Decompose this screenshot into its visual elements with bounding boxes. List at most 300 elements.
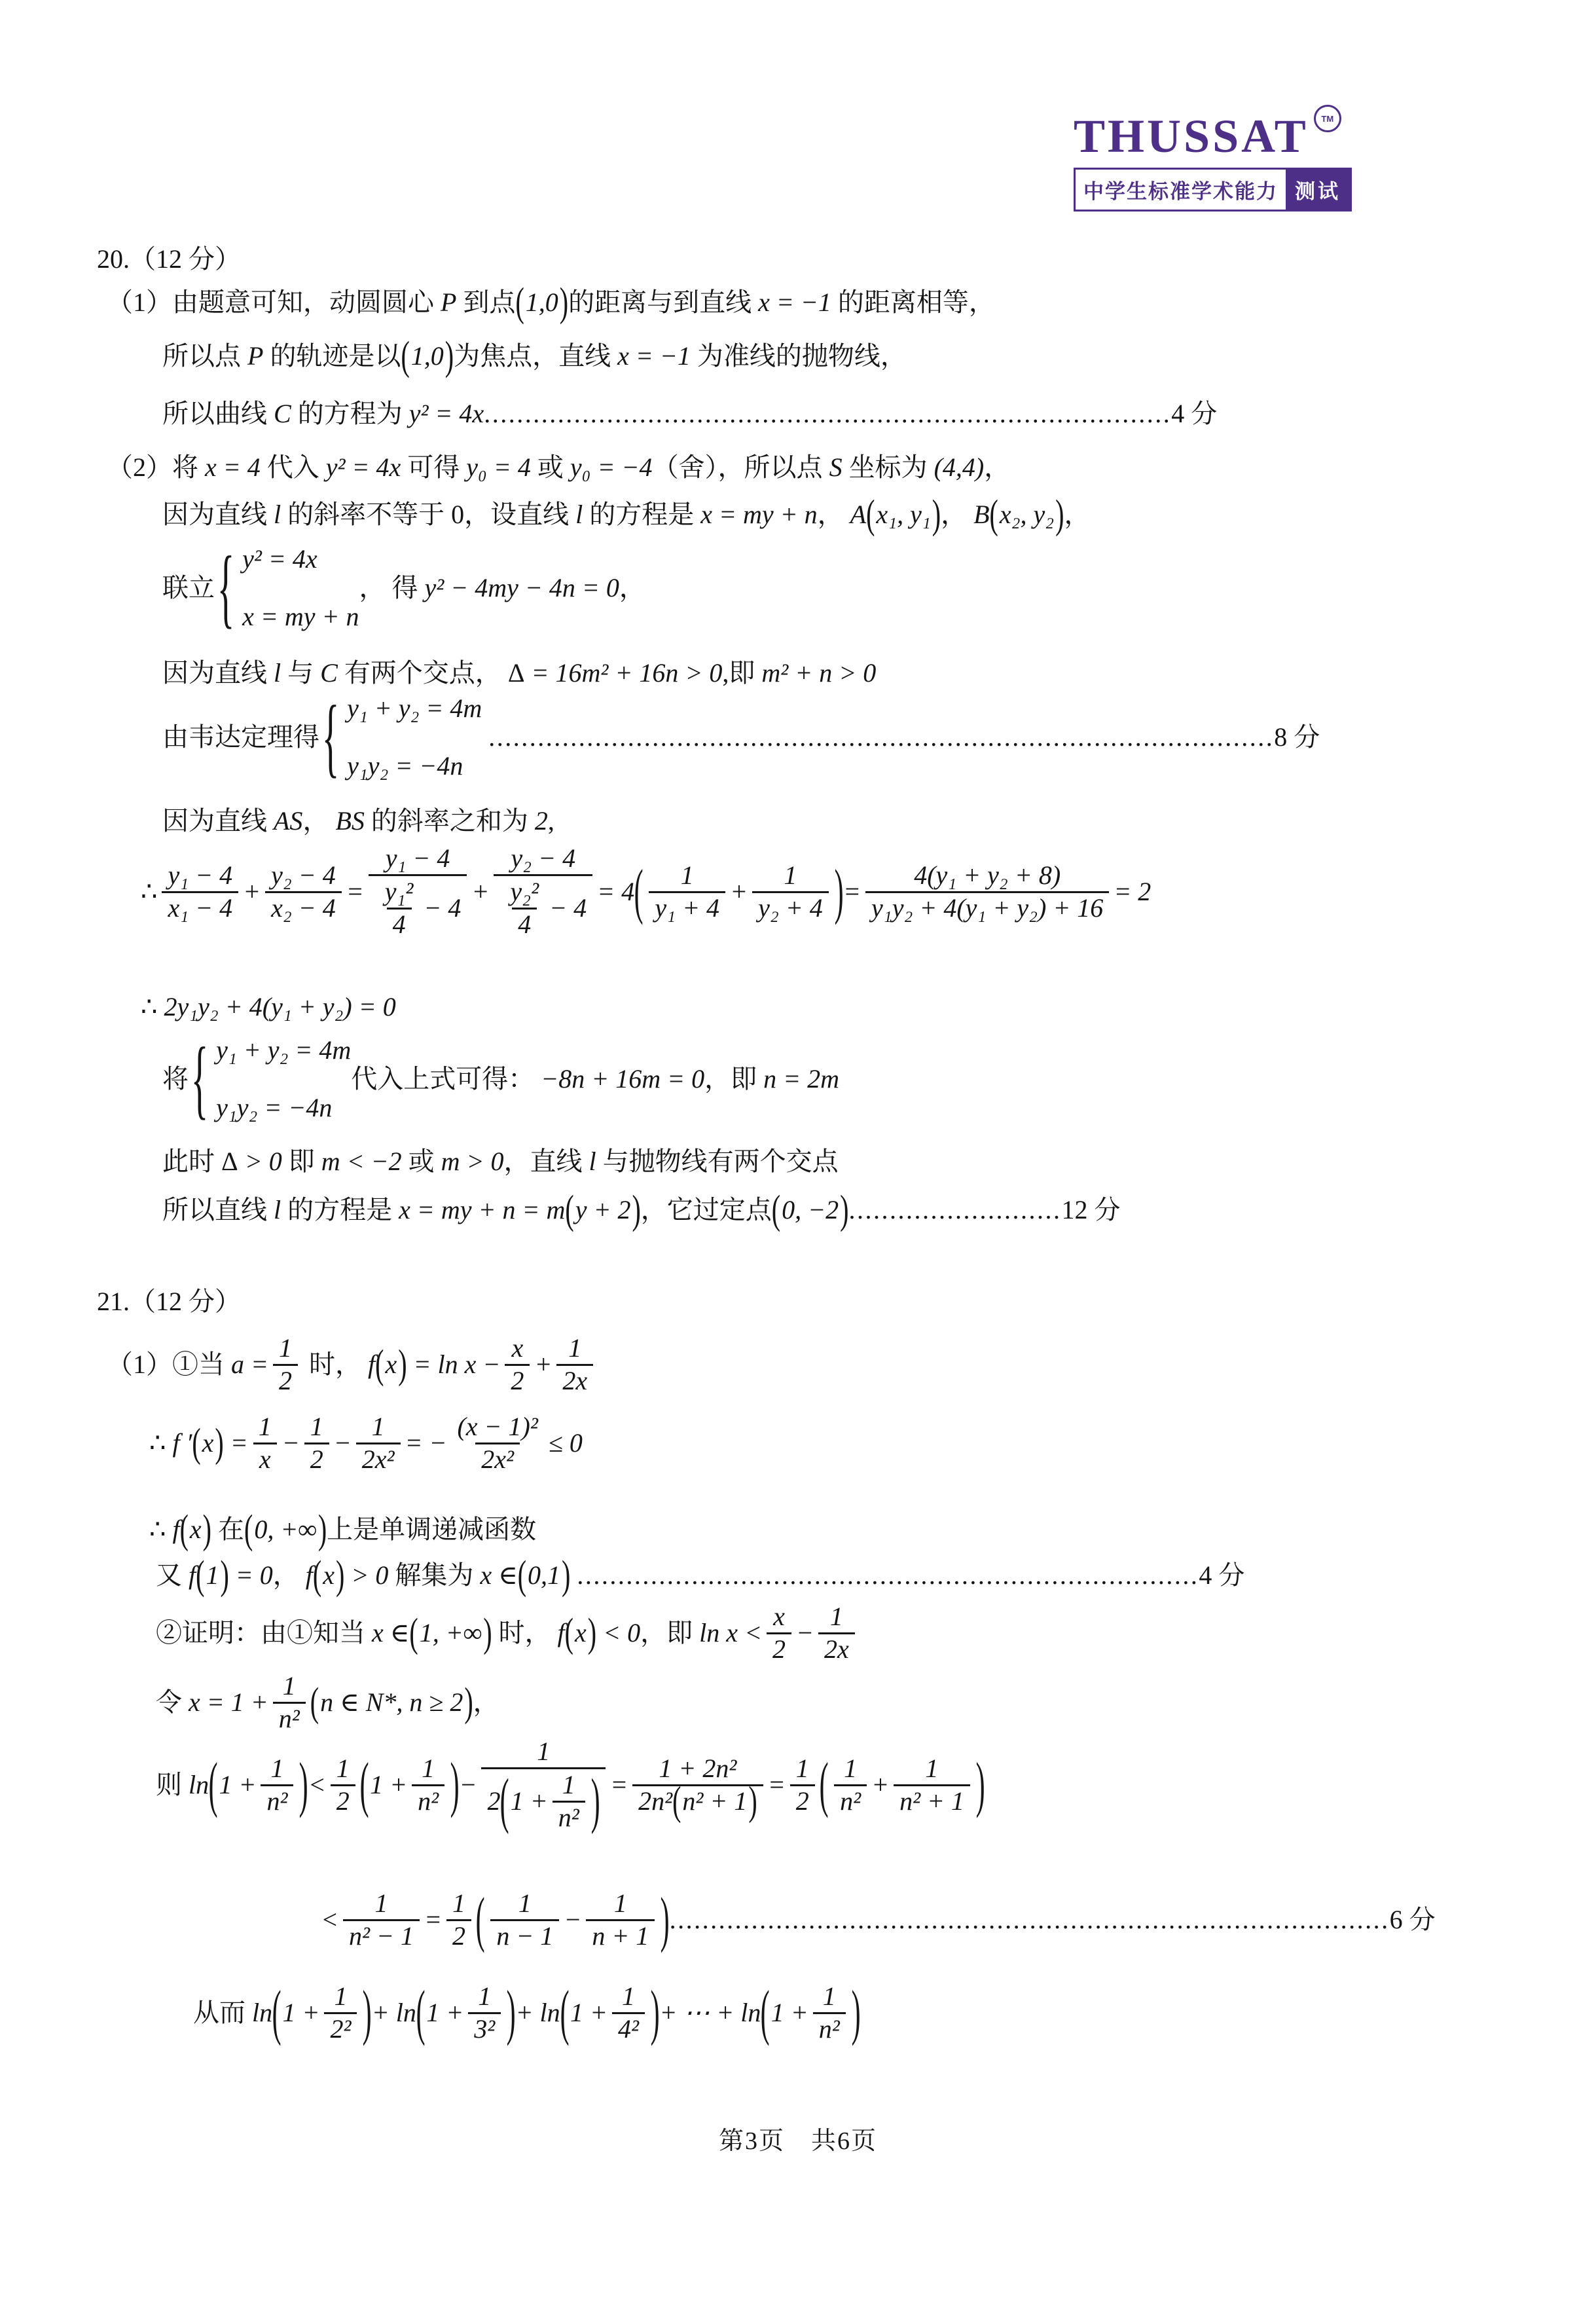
math-run: x = my + n = m — [399, 1195, 566, 1224]
math-run: = − — [405, 1428, 447, 1458]
text-run: 代入 — [260, 452, 326, 482]
text-run: 即 — [281, 1147, 321, 1176]
math-run: 1 — [422, 1753, 435, 1783]
text-run: 所以直线 — [162, 1195, 274, 1224]
math-run: = — [843, 877, 861, 907]
math-run: 2 — [310, 1444, 323, 1474]
math-run: f — [557, 1618, 565, 1648]
right-paren-icon: ) — [660, 1884, 670, 1954]
math-run: 1 — [568, 1333, 582, 1363]
math-run: m < −2 — [321, 1147, 402, 1176]
math-run: ln x < — [699, 1618, 762, 1648]
fraction — [379, 877, 420, 940]
math-run: x — [323, 1560, 335, 1590]
math-run: y₁ + y₂ = 4m — [347, 693, 482, 723]
paren-group — [192, 1420, 224, 1466]
thussat-logo — [1074, 110, 1352, 211]
text-run: ， — [817, 500, 850, 529]
text-run: ， — [473, 1687, 499, 1718]
math-run: B — [973, 500, 990, 529]
math-run: f — [172, 1515, 180, 1544]
numerator — [162, 860, 238, 891]
paren-content — [524, 285, 560, 320]
math-run: = — [767, 1770, 786, 1800]
text-run: 时， — [492, 1618, 558, 1648]
paren-content — [643, 860, 834, 924]
right-paren-icon: ) — [748, 1777, 757, 1824]
left-paren-icon: ( — [310, 1679, 319, 1725]
paren-group — [761, 1977, 861, 2047]
left-paren-icon: ( — [989, 491, 998, 538]
fraction — [490, 1888, 559, 1952]
math-run: − 4 — [424, 892, 462, 923]
paren-group — [375, 1341, 407, 1387]
right-paren-icon: ) — [317, 1506, 327, 1553]
q20-line-slopes — [162, 804, 554, 838]
numerator — [513, 1888, 537, 1919]
numerator — [675, 860, 700, 891]
denominator — [304, 1443, 329, 1475]
right-paren-icon: ) — [450, 1750, 460, 1819]
text-run: 4 分 — [1199, 1560, 1245, 1590]
math-run: 1 — [478, 1981, 492, 2011]
left-paren-icon: ( — [517, 1552, 527, 1598]
paren-group — [359, 1750, 460, 1819]
math-run: 1 — [371, 1412, 385, 1441]
right-paren-icon: ) — [464, 1679, 473, 1725]
q21-line-derivative — [149, 1412, 583, 1475]
text-run: 代入上式可得： — [351, 1064, 541, 1093]
denominator — [556, 1364, 593, 1397]
math-run: 1 — [844, 1753, 858, 1783]
paren-group — [634, 856, 844, 926]
denominator — [813, 2012, 846, 2045]
fraction — [632, 1753, 763, 1824]
numerator — [531, 1737, 556, 1767]
paren-content — [681, 1787, 748, 1816]
math-run: 2 — [511, 1365, 524, 1395]
math-run: x — [773, 1602, 785, 1631]
paren-content — [770, 1981, 852, 2045]
fraction — [324, 1981, 357, 2045]
right-paren-icon: ) — [851, 1977, 861, 2047]
numerator — [562, 1333, 587, 1364]
math-run: − 4 — [549, 892, 587, 923]
paren-content — [569, 1981, 651, 2045]
text-run: 此时 — [162, 1147, 221, 1176]
math-run: + ln — [371, 1998, 416, 2028]
left-paren-icon: ( — [179, 1506, 189, 1553]
math-run: x = my + n — [242, 602, 359, 631]
dot-leader: .................................................................................... — [484, 399, 1172, 428]
numerator — [369, 1888, 393, 1919]
math-run: 1 — [537, 1737, 551, 1766]
math-run: l — [274, 658, 281, 688]
text-run: 的方程是 — [281, 1195, 399, 1224]
denominator — [494, 874, 592, 941]
q21-line-m1 — [107, 1333, 598, 1397]
math-run: 1 — [270, 1753, 284, 1783]
text-run: （2）将 — [107, 452, 205, 482]
text-run: 坐标为 — [842, 452, 934, 482]
paren-content — [384, 1348, 398, 1382]
denominator — [387, 908, 412, 940]
math-run: < — [308, 1770, 326, 1800]
math-run: = 16m² + 16n > 0 — [524, 658, 723, 688]
right-paren-icon: ) — [562, 1552, 571, 1598]
paren-group — [866, 491, 941, 538]
q20-line-bigeq — [141, 843, 1151, 940]
fraction — [556, 1333, 593, 1397]
right-paren-icon: ) — [336, 1552, 345, 1598]
text-run: ， — [984, 452, 1011, 482]
math-run: x — [511, 1333, 524, 1363]
q20-line-b1 — [107, 450, 1010, 485]
denominator — [586, 1919, 655, 1952]
text-run: ， — [272, 1560, 306, 1590]
math-run: = 0 — [228, 1560, 273, 1590]
left-paren-icon: ( — [672, 1777, 681, 1824]
math-run: 1 — [282, 1671, 296, 1700]
math-run: 1 + — [570, 1998, 608, 2028]
text-run: ，即 — [640, 1618, 700, 1648]
math-run: = — [424, 1905, 442, 1935]
right-paren-icon: ) — [398, 1341, 407, 1387]
denominator — [632, 1777, 763, 1824]
logo-banner — [1074, 168, 1352, 211]
text-run: Δ — [507, 658, 525, 688]
math-run: y₁² — [384, 876, 414, 906]
math-run: 1 + — [510, 1786, 548, 1816]
math-run: n² — [418, 1786, 439, 1816]
fraction — [813, 1981, 846, 2045]
math-run: n² + 1 — [899, 1786, 965, 1816]
fraction — [331, 1754, 355, 1817]
left-paren-icon: ( — [475, 1884, 485, 1954]
logo-brand-row — [1074, 110, 1352, 162]
math-run: ln — [189, 1770, 209, 1800]
left-paren-icon: ( — [272, 1977, 281, 2047]
denominator — [324, 2012, 357, 2045]
right-paren-icon: ) — [506, 1977, 516, 2047]
paren-group — [672, 1777, 757, 1824]
math-run: 1 — [795, 1753, 809, 1783]
fraction — [481, 1737, 606, 1833]
math-run: 2 — [279, 1365, 292, 1395]
q21-line-monotone — [149, 1506, 537, 1553]
math-run: = — [223, 1428, 248, 1458]
numerator — [838, 1754, 863, 1784]
text-run: Δ — [221, 1147, 238, 1176]
text-run: 所以点 — [162, 341, 247, 371]
numerator — [328, 1981, 353, 2012]
paren-group — [272, 1977, 372, 2047]
math-run: 1 + — [219, 1770, 257, 1800]
denominator — [468, 2012, 501, 2045]
math-run: n² — [840, 1786, 861, 1816]
math-run: y₁ + 4 — [655, 892, 720, 923]
math-run: AS — [274, 806, 303, 836]
q20-line-substitute — [162, 1029, 840, 1128]
denominator — [752, 891, 829, 924]
text-run: 或 — [401, 1147, 441, 1176]
text-run: 时， — [302, 1350, 368, 1380]
fraction — [834, 1754, 867, 1817]
numerator — [506, 1333, 530, 1364]
right-paren-icon: ) — [587, 1609, 597, 1656]
text-run: ∴ — [149, 1428, 173, 1458]
text-run: 的方程是 — [583, 500, 701, 529]
text-run: ， — [1064, 500, 1091, 529]
paren-content — [574, 1193, 632, 1227]
math-run: C — [320, 658, 338, 688]
numerator — [504, 877, 545, 908]
text-run: ∴ — [141, 877, 158, 907]
fraction — [162, 860, 238, 924]
text-run: 可得 — [401, 452, 467, 482]
numerator — [817, 1981, 842, 2012]
left-paren-icon: ( — [196, 1552, 205, 1598]
text-run: 12 分 — [1061, 1195, 1121, 1224]
math-run: 1 + — [370, 1770, 408, 1800]
math-run: 2x² — [361, 1444, 395, 1474]
text-run: 由韦达定理得 — [162, 722, 319, 752]
right-paren-icon: ) — [632, 1186, 641, 1233]
denominator — [649, 891, 725, 924]
q20-line-a1 — [107, 279, 995, 325]
paren-group — [771, 1186, 849, 1233]
math-run: 1 — [621, 1981, 635, 2011]
math-run: 1 — [562, 1769, 575, 1799]
numerator — [653, 1754, 742, 1784]
math-run: m² + n > 0 — [761, 658, 877, 688]
math-run: n − 1 — [496, 1920, 554, 1951]
math-run: x₂, y₂ — [999, 500, 1055, 529]
math-run: x₁, y₁ — [876, 500, 931, 529]
left-paren-icon: ( — [192, 1420, 201, 1466]
denominator — [865, 891, 1109, 924]
text-run: （1）由题意可知，动圆圆心 — [107, 287, 441, 317]
math-run: (4,4) — [934, 452, 985, 482]
system-rows — [216, 1033, 351, 1125]
logo-subtitle: 中学生标准学术能力 — [1076, 170, 1286, 210]
numerator — [472, 1981, 497, 2012]
math-run: = — [346, 877, 364, 907]
text-run: ,即 — [722, 658, 762, 688]
paren-content — [526, 1558, 562, 1592]
fraction — [612, 1981, 645, 2045]
math-run: 1 — [613, 1888, 627, 1918]
math-run: + ⋯ + ln — [659, 1998, 761, 2028]
fraction — [468, 1981, 501, 2045]
math-run: 0,1 — [528, 1560, 561, 1590]
text-run: 在 — [211, 1515, 244, 1544]
numerator — [265, 860, 342, 891]
paren-content — [201, 1426, 215, 1460]
right-paren-icon: ) — [220, 1552, 229, 1598]
text-run: ， — [302, 806, 336, 836]
math-run: y₀ = 4 — [466, 452, 531, 482]
system-row — [347, 749, 463, 783]
math-run: 4(y₁ + y₂ + 8) — [914, 860, 1061, 890]
fraction — [369, 843, 467, 940]
denominator — [790, 1784, 815, 1817]
numerator — [616, 1981, 641, 2012]
page-number: 第3页 共6页 — [718, 2127, 877, 2155]
numerator — [273, 1333, 298, 1364]
q20-line-vieta — [162, 687, 1320, 786]
q20-line-b2 — [162, 491, 1091, 538]
paren-group — [179, 1506, 211, 1553]
text-run: 与 — [281, 658, 321, 688]
numerator — [277, 1671, 302, 1702]
math-run: y₁y₂ + 4(y₁ + y₂) + 16 — [871, 892, 1104, 923]
system-rows — [242, 542, 359, 634]
left-paren-icon: ( — [819, 1750, 829, 1819]
text-run: 则 — [156, 1770, 189, 1800]
math-run: A — [850, 500, 867, 529]
paren-content — [253, 1513, 318, 1547]
paren-content — [204, 1558, 220, 1592]
math-run: f ′ — [172, 1428, 192, 1458]
trademark-icon: TM — [1314, 105, 1341, 132]
fraction — [649, 860, 725, 924]
numerator — [790, 1754, 815, 1784]
math-run: 1 + — [282, 1998, 320, 2028]
dot-leader: .......................... — [848, 1195, 1062, 1224]
right-paren-icon: ) — [834, 856, 844, 926]
denominator — [612, 2012, 645, 2045]
numerator — [380, 843, 456, 874]
text-run: 8 分 — [1274, 722, 1320, 752]
math-run: 1 — [336, 1753, 350, 1783]
right-paren-icon: ) — [559, 279, 569, 325]
numerator — [304, 1412, 329, 1443]
q21-header: 21.（12 分） — [97, 1287, 241, 1316]
paren-content — [998, 498, 1055, 532]
text-run: 联立 — [162, 573, 215, 602]
paren-content — [573, 1616, 588, 1650]
math-run: y² = 4x — [408, 399, 484, 428]
text-run: 的斜率不等于 0，设直线 — [281, 500, 576, 529]
fraction — [553, 1770, 585, 1833]
q20-line-system — [162, 538, 645, 637]
math-run: n² — [558, 1802, 579, 1832]
paren-group — [565, 1186, 641, 1233]
denominator — [253, 1443, 277, 1475]
denominator — [265, 891, 342, 924]
right-paren-icon: ) — [932, 491, 941, 538]
math-run: a = — [231, 1350, 268, 1380]
math-run: n + 1 — [592, 1920, 649, 1951]
math-run: x = 4 — [205, 452, 261, 482]
q21-line-telescoping — [321, 1884, 1436, 1954]
math-run: x — [202, 1428, 214, 1458]
text-run: 又 — [156, 1560, 189, 1590]
math-run: n ∈ N*, n ≥ 2 — [320, 1687, 463, 1718]
left-paren-icon: ( — [560, 1977, 570, 2047]
math-run: 1 — [279, 1333, 292, 1363]
text-run: 的方程为 — [291, 399, 409, 428]
math-run: 1,0 — [525, 287, 558, 317]
denominator — [331, 1784, 355, 1817]
math-run: x ∈ — [480, 1560, 518, 1590]
math-run: 2x — [562, 1365, 588, 1395]
math-run: 1 — [784, 860, 797, 890]
left-brace-icon: { — [321, 687, 340, 786]
math-run: + — [471, 877, 490, 907]
math-run: P — [247, 341, 264, 371]
math-run: f — [189, 1560, 196, 1590]
math-run: y² = 4x — [325, 452, 401, 482]
numerator — [505, 843, 581, 874]
math-run: x — [575, 1618, 587, 1648]
fraction — [304, 1412, 329, 1475]
math-run: x = my + n — [700, 500, 818, 529]
denominator — [412, 1784, 444, 1817]
paren-content — [369, 1754, 450, 1817]
paren-content — [319, 1685, 464, 1719]
paren-group — [208, 1750, 309, 1819]
denominator — [767, 1632, 791, 1665]
math-run: y₁ + y₂ = 4m — [216, 1035, 352, 1065]
system-row — [216, 1091, 332, 1125]
text-run: 4 分 — [1171, 399, 1218, 428]
paren-group — [244, 1506, 327, 1553]
system-row — [216, 1033, 351, 1067]
paren-content — [484, 1888, 661, 1952]
math-run: < 0 — [596, 1618, 641, 1648]
paren-group — [475, 1884, 670, 1954]
denominator — [834, 1784, 867, 1817]
paren-group — [416, 1977, 516, 2047]
math-run: n² − 1 — [349, 1920, 414, 1951]
math-run: l — [274, 500, 281, 529]
left-paren-icon: ( — [244, 1506, 253, 1553]
math-run: + — [871, 1770, 890, 1800]
text-run: 上是单调递减函数 — [327, 1515, 537, 1544]
denominator — [894, 1784, 970, 1817]
text-run: （1）①当 — [107, 1350, 231, 1380]
text-run: 为准线的抛物线， — [690, 341, 907, 371]
math-run: 1 — [452, 1888, 465, 1918]
right-paren-icon: ) — [483, 1609, 492, 1656]
math-run: 1 + — [771, 1998, 808, 2028]
math-run: − — [459, 1770, 477, 1800]
math-run: − — [281, 1428, 300, 1458]
paren-group — [409, 1609, 492, 1656]
fraction — [767, 1602, 791, 1665]
math-run: − — [795, 1618, 814, 1648]
math-run: 2² — [330, 2013, 352, 2044]
numerator — [379, 877, 420, 908]
dot-leader: ............................................................................ — [577, 1560, 1199, 1590]
math-run: ≤ 0 — [548, 1428, 583, 1458]
fraction — [790, 1754, 815, 1817]
text-run: 因为直线 — [162, 500, 274, 529]
denominator — [369, 874, 467, 941]
q20-line-a2 — [162, 333, 907, 379]
math-run: > 0 — [344, 1560, 389, 1590]
denominator — [553, 1801, 585, 1833]
dot-leader: ................................................................................................ — [488, 722, 1275, 752]
math-run: 2 — [336, 1786, 350, 1816]
left-paren-icon: ( — [208, 1750, 218, 1819]
math-run: 1 — [258, 1412, 272, 1441]
math-run: S — [829, 452, 843, 482]
text-run: （舍），所以点 — [652, 452, 829, 482]
left-paren-icon: ( — [401, 333, 410, 379]
